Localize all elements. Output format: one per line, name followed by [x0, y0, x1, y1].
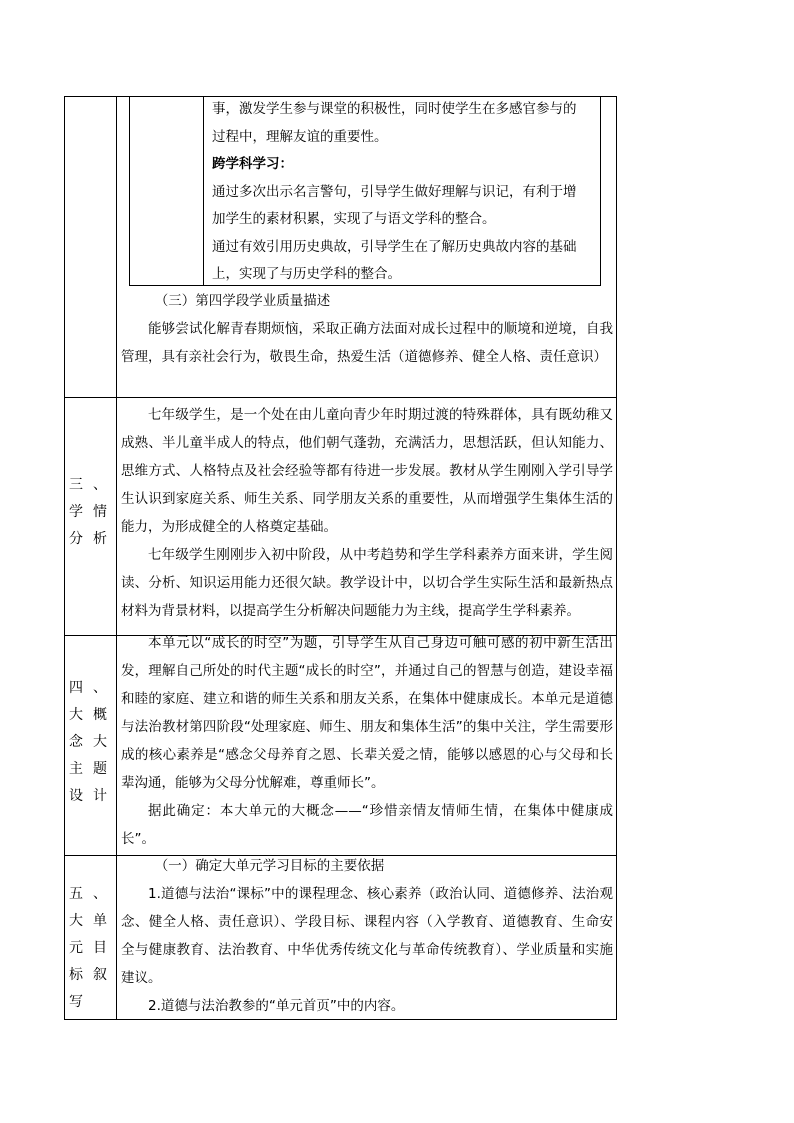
inner-line: 通过有效引用历史典故，引导学生在了解历史典故内容的基础	[212, 238, 577, 255]
inner-line: 加学生的素材积累，实现了与语文学科的整合。	[212, 211, 496, 227]
inner-subheading: 跨学科学习：	[212, 156, 293, 172]
objectives-content	[121, 852, 613, 1020]
inner-table	[129, 96, 601, 286]
section-title: （一）确定大单元学习目标的主要依据	[154, 858, 385, 874]
row-label-situation: 三、学情分析	[69, 477, 117, 547]
paragraph: 七年级学生刚刚步入初中阶段，从中考趋势和学生学科素养方面来讲，学生阅读、分析、知识运用能力还很欠缺。教学设计中，以切合学生实际生活和最新热点材料为背景材料，以提高学生分析解决问题能力为主线，提高学生学科素养。	[121, 547, 613, 619]
paragraph: 本单元以“成长的时空”为题，引导学生从自己身边可触可感的初中新生活出发，理解自己所处的时代主题“成长的时空”，并通过自己的智慧与创造，建设幸福和睦的家庭、建立和谐的师生关系和朋友关系，在集体中健康成长。本单元是道德与法治教材第四阶段“处理家庭、师生、朋友和集体生活”的集中关注，学生需要形成的核心素养是“感念父母养育之恩、长辈关爱之情，能够以感恩的心与父母和长辈沟通，能够为父母分忧解难，尊重师长”。	[121, 635, 613, 791]
quality-description	[121, 287, 613, 371]
row-label-objectives: 五、大单元目标叙写	[69, 886, 117, 1010]
lesson-plan-table	[64, 96, 617, 1020]
inner-table-content	[212, 96, 596, 289]
paragraph: 七年级学生，是一个处在由儿童向青少年时期过渡的特殊群体，具有既幼稚又成熟、半儿童半成人的特点，他们朝气蓬勃，充满活力，思想活跃，但认知能力、思维方式、人格特点及社会经验等都有待进一步发展。教材从学生刚刚入学引导学生认识到家庭关系、师生关系、同学朋友关系的重要性，从而增强学生集体生活的能力，为形成健全的人格奠定基础。	[121, 407, 613, 535]
section-title: （三）第四学段学业质量描述	[154, 293, 331, 309]
situation-content	[121, 401, 613, 625]
inner-line: 通过多次出示名言警句，引导学生做好理解与识记，有利于增	[212, 183, 577, 200]
paragraph: 2.道德与法治教参的“单元首页”中的内容。	[148, 998, 405, 1014]
inner-table-label-cell	[130, 96, 204, 285]
inner-line: 事，激发学生参与课堂的积极性，同时使学生在多感官参与的	[212, 101, 577, 117]
paragraph: 能够尝试化解青春期烦恼，采取正确方法面对成长过程中的顺境和逆境，自我管理，具有亲社会行为，敬畏生命，热爱生活（道德修养、健全人格、责任意识）	[121, 321, 613, 365]
concept-content	[121, 629, 613, 853]
row-label-concept: 四、大概念大主题设计	[69, 680, 117, 804]
inner-line: 上，实现了与历史学科的整合。	[212, 266, 401, 282]
row-divider	[65, 397, 616, 398]
paragraph: 据此确定：本大单元的大概念——“珍惜亲情友情师生情，在集体中健康成长”。	[121, 803, 613, 847]
inner-line: 过程中，理解友谊的重要性。	[212, 128, 388, 145]
paragraph: 1.道德与法治“课标”中的课程理念、核心素养（政治认同、道德修养、法治观念、健全人格、责任意识）、学段目标、课程内容（入学教育、道德教育、生命安全与健康教育、法治教育、中华优秀传统文化与革命传统教育）、学业质量和实施建议。	[121, 886, 613, 986]
